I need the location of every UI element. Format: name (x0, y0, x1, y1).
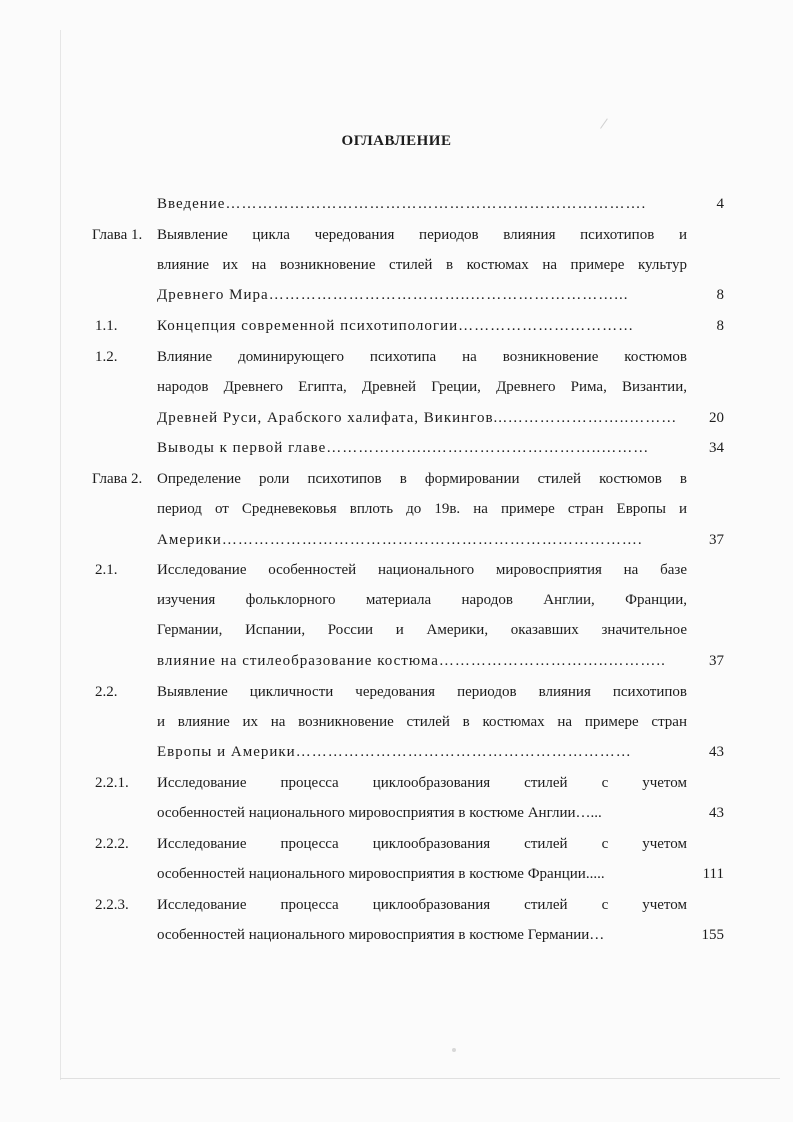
toc-entry-line: Исследование процесса циклообразования стилей с учетом (157, 775, 687, 791)
toc-entry-line: Исследование особенностей национального мировосприятия на базе (157, 562, 687, 578)
toc-entry-page: 37 (709, 653, 724, 669)
toc-entry-line: Европы и Америки……………………………………………………… (157, 744, 632, 760)
toc-entry-line: Выявление цикличности чередования периодов влияния психотипов (157, 684, 687, 700)
toc-entry-line: Древней Руси, Арабского халифата, Викингов...…………………..……… (157, 410, 678, 426)
toc-entry-line: влияние их на возникновение стилей в костюмах на примере культур (157, 257, 687, 273)
toc-entry-line: особенностей национального мировосприятия в костюме Англии…... (157, 805, 602, 821)
toc-entry-line: период от Средневековья вплоть до 19в. на примере стран Европы и (157, 501, 687, 517)
toc-entry-line: Германии, Испании, России и Америки, оказавших значительное (157, 622, 687, 638)
toc-entry-number: 2.2.3. (95, 897, 129, 913)
toc-entry-text: Концепция современной психотипологии…………………………… (157, 318, 635, 334)
toc-entry-line: и влияние их на возникновение стилей в костюмах на примере стран (157, 714, 687, 730)
toc-entry-line: Влияние доминирующего психотипа на возникновение костюмов (157, 349, 687, 365)
toc-entry-text: Введение……………………………………………………………………. (157, 196, 647, 212)
toc-entry-number: 1.1. (95, 318, 118, 334)
toc-entry-page: 43 (709, 805, 724, 821)
toc-entry-line: Древнего Мира………………………………..………………………... (157, 287, 629, 303)
page-title: ОГЛАВЛЕНИЕ (341, 133, 452, 149)
toc-entry-number: 2.2.2. (95, 836, 129, 852)
toc-entry-page: 34 (709, 440, 724, 456)
toc-entry-page: 4 (716, 196, 724, 212)
toc-entry-line: особенностей национального мировосприятия в костюме Франции..... (157, 866, 605, 882)
scan-speck (452, 1048, 456, 1052)
toc-entry-line: особенностей национального мировосприятия в костюме Германии… (157, 927, 605, 943)
toc-entry-text: Выводы к первой главе………………..…………………………..……… (157, 440, 650, 456)
toc-entry-page: 8 (716, 318, 724, 334)
scan-edge-left (60, 30, 61, 1080)
toc-entry-page: 111 (702, 866, 724, 882)
toc-entry-line: Америки……………………………………………………………………. (157, 532, 643, 548)
toc-entry-page: 8 (716, 287, 724, 303)
toc-entry-number: 2.2. (95, 684, 118, 700)
toc-entry-line: влияние на стилеобразование костюма…………………………..……….. (157, 653, 666, 669)
toc-entry-page: 20 (709, 410, 724, 426)
scan-edge-bottom (60, 1078, 780, 1079)
toc-entry-line: Исследование процесса циклообразования стилей с учетом (157, 836, 687, 852)
toc-entry-number: Глава 1. (92, 227, 143, 243)
toc-entry-line: Определение роли психотипов в формировании стилей костюмов в (157, 471, 687, 487)
toc-entry-number: 2.1. (95, 562, 118, 578)
toc-entry-line: Исследование процесса циклообразования стилей с учетом (157, 897, 687, 913)
toc-entry-line: изучения фольклорного материала народов Англии, Франции, (157, 592, 687, 608)
toc-entry-line: Выявление цикла чередования периодов влияния психотипов и (157, 227, 687, 243)
toc-entry-number: Глава 2. (92, 471, 143, 487)
scan-mark (600, 118, 612, 131)
toc-entry-page: 37 (709, 532, 724, 548)
toc-entry-page: 43 (709, 744, 724, 760)
toc-entry-line: народов Древнего Египта, Древней Греции, Древнего Рима, Византии, (157, 379, 687, 395)
toc-entry-number: 2.2.1. (95, 775, 129, 791)
toc-entry-number: 1.2. (95, 349, 118, 365)
toc-entry-page: 155 (701, 927, 724, 943)
